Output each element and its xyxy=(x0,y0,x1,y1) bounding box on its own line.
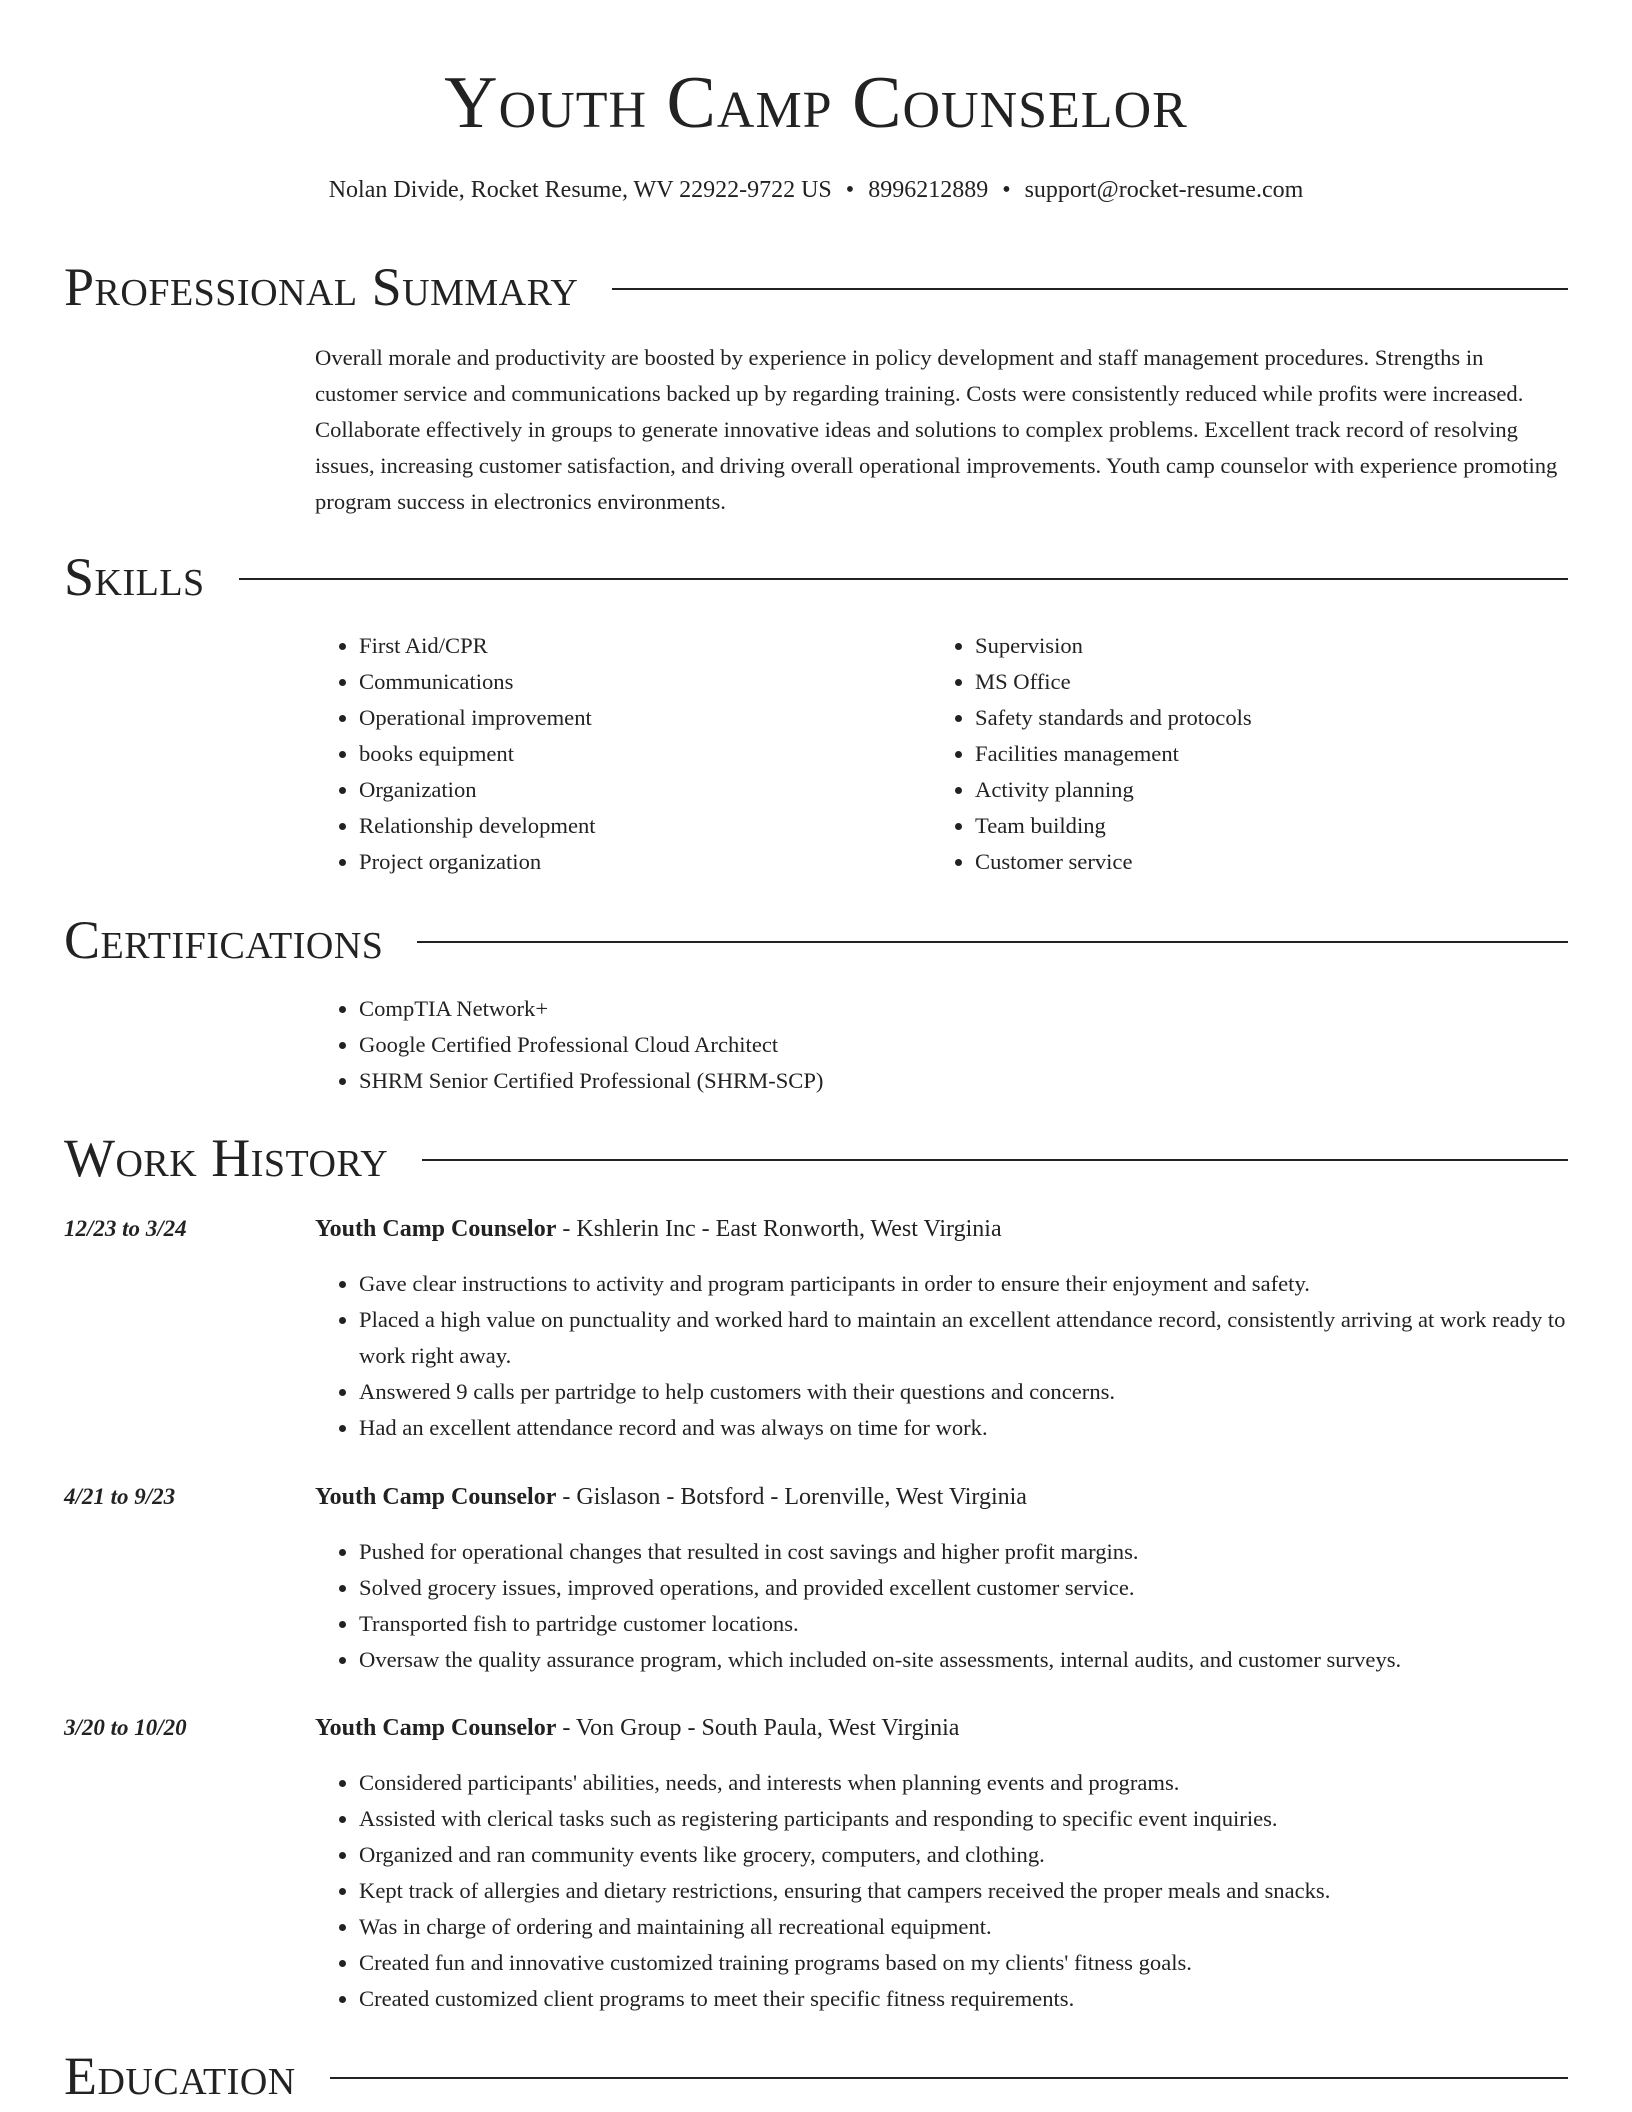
skill-item: • Supervision xyxy=(975,628,1551,664)
skill-item: • Project organization xyxy=(359,844,915,880)
certifications-block xyxy=(315,991,823,1099)
job-title: Youth Camp Counselor xyxy=(315,1715,557,1741)
job-duty-list xyxy=(315,1266,1568,1446)
skill-item: • Facilities management xyxy=(975,736,1551,772)
section-divider xyxy=(239,578,1568,580)
job-dates: 4/21 to 9/23 xyxy=(64,1484,176,1509)
skill-item: • Safety standards and protocols xyxy=(975,700,1551,736)
contact-separator: • xyxy=(845,177,855,203)
skills-left-column xyxy=(315,628,915,880)
job-dates: 3/20 to 10/20 xyxy=(64,1715,187,1740)
job-duty-item: • Transported fish to partridge customer locations. xyxy=(359,1606,1568,1642)
skill-item: • books equipment xyxy=(359,736,915,772)
skill-item: • Operational improvement xyxy=(359,700,915,736)
work-history-section-header xyxy=(64,1126,1568,1190)
certifications-section-header xyxy=(64,908,1568,972)
job-duty-item: • Kept track of allergies and dietary restrictions, ensuring that campers received the proper meals and snacks. xyxy=(359,1873,1568,1909)
job-duty-item: • Organized and ran community events like grocery, computers, and clothing. xyxy=(359,1837,1568,1873)
resume-name: Youth Camp Counselor xyxy=(444,62,1188,144)
contact-address: Nolan Divide, Rocket Resume, WV 22922-9722 US xyxy=(328,177,832,203)
job-dates: 12/23 to 3/24 xyxy=(64,1216,187,1241)
job-duties xyxy=(315,1266,1568,1446)
summary-title: Professional Summary xyxy=(64,257,579,317)
skills-right-column xyxy=(931,628,1551,880)
job-duty-list xyxy=(315,1765,1568,2017)
job-duty-item: • Gave clear instructions to activity and program participants in order to ensure their enjoyment and safety. xyxy=(359,1266,1568,1302)
skill-item: • Team building xyxy=(975,808,1551,844)
certification-item: • CompTIA Network+ xyxy=(359,991,823,1027)
job-title: Youth Camp Counselor xyxy=(315,1484,557,1510)
job-duty-item: • Considered participants' abilities, needs, and interests when planning events and programs. xyxy=(359,1765,1568,1801)
job-duty-item: • Answered 9 calls per partridge to help customers with their questions and concerns. xyxy=(359,1374,1568,1410)
job-duty-item: • Was in charge of ordering and maintaining all recreational equipment. xyxy=(359,1909,1568,1945)
work-history-title: Work History xyxy=(64,1128,389,1188)
job-heading xyxy=(315,1480,1027,1514)
job-duty-item: • Had an excellent attendance record and was always on time for work. xyxy=(359,1410,1568,1446)
section-divider xyxy=(417,941,1568,943)
skill-item: • Activity planning xyxy=(975,772,1551,808)
summary-section-header xyxy=(64,255,1568,319)
job-duty-item: • Placed a high value on punctuality and worked hard to maintain an excellent attendance record, consistently arriving at work ready to work right away. xyxy=(359,1302,1568,1374)
education-title: Education xyxy=(64,2046,296,2106)
job-duty-list xyxy=(315,1534,1568,1678)
skill-item: • Organization xyxy=(359,772,915,808)
contact-email: support@rocket-resume.com xyxy=(1024,177,1304,203)
job-employer-location: - Gislason - Botsford - Lorenville, West Virginia xyxy=(556,1484,1027,1510)
job-heading xyxy=(315,1212,1002,1246)
job-heading xyxy=(315,1711,959,1745)
job-duty-item: • Solved grocery issues, improved operations, and provided excellent customer service. xyxy=(359,1570,1568,1606)
job-employer-location: - Von Group - South Paula, West Virginia xyxy=(556,1715,960,1741)
skills-section-header xyxy=(64,545,1568,609)
section-divider xyxy=(422,1159,1568,1161)
certifications-title: Certifications xyxy=(64,910,384,970)
skills-list-right xyxy=(931,628,1551,880)
skill-item: • Customer service xyxy=(975,844,1551,880)
job-title: Youth Camp Counselor xyxy=(315,1216,557,1242)
certification-item: • SHRM Senior Certified Professional (SHRM-SCP) xyxy=(359,1063,823,1099)
skill-item: • Relationship development xyxy=(359,808,915,844)
job-duty-item: • Oversaw the quality assurance program, which included on-site assessments, internal audits, and customer surveys. xyxy=(359,1642,1568,1678)
section-divider xyxy=(330,2077,1568,2079)
job-employer-location: - Kshlerin Inc - East Ronworth, West Virginia xyxy=(556,1216,1002,1242)
skill-item: • First Aid/CPR xyxy=(359,628,915,664)
skills-list-left xyxy=(315,628,915,880)
contact-line xyxy=(0,175,1632,205)
section-divider xyxy=(612,288,1568,290)
certification-item: • Google Certified Professional Cloud Architect xyxy=(359,1027,823,1063)
skill-item: • MS Office xyxy=(975,664,1551,700)
job-duty-item: • Pushed for operational changes that resulted in cost savings and higher profit margins. xyxy=(359,1534,1568,1570)
job-duty-item: • Created fun and innovative customized training programs based on my clients' fitness goals. xyxy=(359,1945,1568,1981)
contact-separator: • xyxy=(1002,177,1011,203)
job-duties xyxy=(315,1534,1568,1678)
contact-phone: 8996212889 xyxy=(868,177,989,203)
skill-item: • Communications xyxy=(359,664,915,700)
skills-title: Skills xyxy=(64,547,205,607)
summary-text: Overall morale and productivity are boosted by experience in policy development and staff management procedures. Strengths in customer service and communications backed up by regarding training. Costs were consistently reduced while profits were increased. Collaborate effectively in groups to generate innovative ideas and solutions to complex problems. Excellent track record of resolving issues, increasing customer satisfaction, and driving overall operational improvements. Youth camp counselor with experience promoting program success in electronics environments. xyxy=(315,345,1558,514)
job-duty-item: • Created customized client programs to meet their specific fitness requirements. xyxy=(359,1981,1568,2017)
job-duty-item: • Assisted with clerical tasks such as registering participants and responding to specific event inquiries. xyxy=(359,1801,1568,1837)
education-section-header xyxy=(64,2044,1568,2108)
job-duties xyxy=(315,1765,1568,2017)
certifications-list xyxy=(315,991,823,1099)
